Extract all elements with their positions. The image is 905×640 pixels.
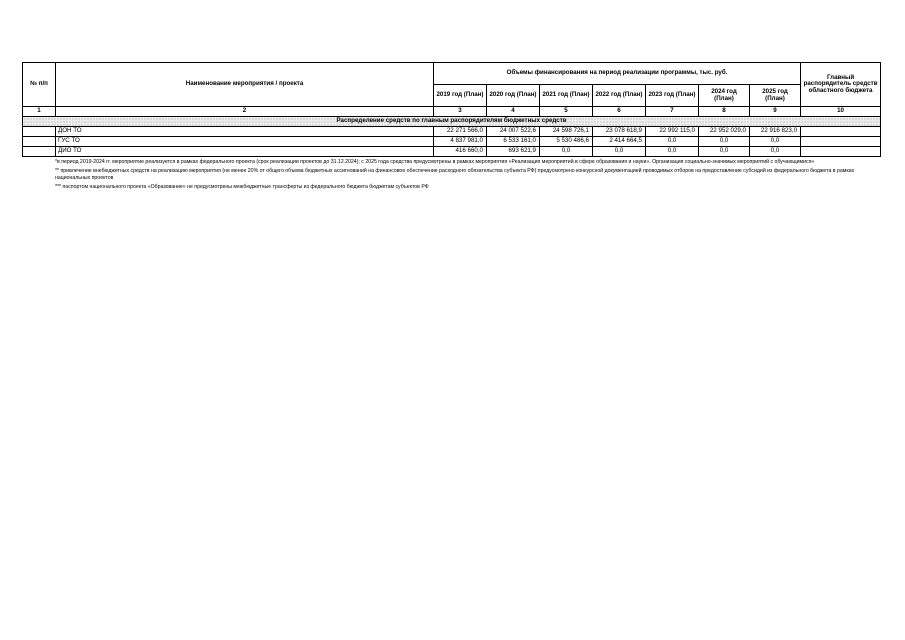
value-cell: 0,0 <box>593 147 646 157</box>
table-row <box>23 147 881 157</box>
funding-table <box>22 62 881 157</box>
footnote: *** паспортом национального проекта «Образование» не предусмотрены межбюджетные трансферты из федерального бюджета бюджетам субъектов РФ <box>55 184 429 191</box>
column-number: 10 <box>801 107 881 117</box>
column-number: 6 <box>593 107 646 117</box>
section-title: Распределение средств по главным распорядителям бюджетных средств <box>23 117 881 127</box>
manager-cell <box>801 127 881 137</box>
value-cell: 0,0 <box>699 137 750 147</box>
row-name-cell: ДИО ТО <box>56 147 434 157</box>
year-header: 2024 год (План) <box>699 85 750 107</box>
value-cell: 0,0 <box>699 147 750 157</box>
column-number: 7 <box>646 107 699 117</box>
footnotes <box>22 159 880 191</box>
year-header: 2019 год (План) <box>434 85 487 107</box>
footnote: ** привлечение внебюджетных средств на реализацию мероприятия (не менее 20% от общего объема бюджетных ассигнований на финансовое обеспечение расходного обязательства субъекта РФ) предусмотрено конкурсной документацией проводимых отборов на предоставление субсидий из федерального бюджета в рамках национальных проектов <box>55 168 855 182</box>
value-cell: 2 414 664,5 <box>593 137 646 147</box>
value-cell: 24 598 726,1 <box>540 127 593 137</box>
value-cell: 0,0 <box>750 147 801 157</box>
row-num-cell <box>23 137 56 147</box>
row-num-cell <box>23 127 56 137</box>
manager-cell <box>801 137 881 147</box>
year-header: 2022 год (План) <box>593 85 646 107</box>
year-header: 2020 год (План) <box>487 85 540 107</box>
column-number: 2 <box>56 107 434 117</box>
col-name-header: Наименование мероприятия / проекта <box>56 63 434 107</box>
value-cell: 416 660,0 <box>434 147 487 157</box>
value-cell: 0,0 <box>646 137 699 147</box>
value-cell: 22 271 566,0 <box>434 127 487 137</box>
value-cell: 22 952 029,0 <box>699 127 750 137</box>
value-cell: 22 916 823,0 <box>750 127 801 137</box>
value-cell: 0,0 <box>750 137 801 147</box>
row-name-cell: ДОН ТО <box>56 127 434 137</box>
value-cell: 4 837 981,0 <box>434 137 487 147</box>
document-sheet <box>22 62 880 193</box>
year-header: 2025 год (План) <box>750 85 801 107</box>
year-header: 2023 год (План) <box>646 85 699 107</box>
footnote: *в период 2019-2024 гг. мероприятие реализуется в рамках федерального проекта (срок реализации проектов до 31.12.2024); с 2025 года средства предусмотрены в рамках мероприятия «Реализация мероприятий в сфере образования и науки». Организация социально-значимых мероприятий с обучающимися» <box>55 159 815 165</box>
value-cell: 693 621,9 <box>487 147 540 157</box>
column-number: 4 <box>487 107 540 117</box>
year-header: 2021 год (План) <box>540 85 593 107</box>
value-cell: 22 992 115,0 <box>646 127 699 137</box>
column-number: 5 <box>540 107 593 117</box>
column-number: 1 <box>23 107 56 117</box>
value-cell: 0,0 <box>540 147 593 157</box>
column-number-row <box>23 107 881 117</box>
table-row <box>23 127 881 137</box>
header-row <box>23 63 881 85</box>
table-row <box>23 137 881 147</box>
col-manager-header: Главный распорядитель средств областного бюджета <box>801 63 881 107</box>
value-cell: 23 078 618,9 <box>593 127 646 137</box>
row-num-cell <box>23 147 56 157</box>
column-number: 3 <box>434 107 487 117</box>
column-number: 8 <box>699 107 750 117</box>
col-num-header: № п/п <box>23 63 56 107</box>
col-funding-header: Объемы финансирования на период реализации программы, тыс. руб. <box>434 63 801 85</box>
row-name-cell: ГУС ТО <box>56 137 434 147</box>
manager-cell <box>801 147 881 157</box>
value-cell: 0,0 <box>646 147 699 157</box>
value-cell: 5 530 486,6 <box>540 137 593 147</box>
section-row <box>23 117 881 127</box>
column-number: 9 <box>750 107 801 117</box>
value-cell: 24 007 522,6 <box>487 127 540 137</box>
value-cell: 6 533 161,0 <box>487 137 540 147</box>
